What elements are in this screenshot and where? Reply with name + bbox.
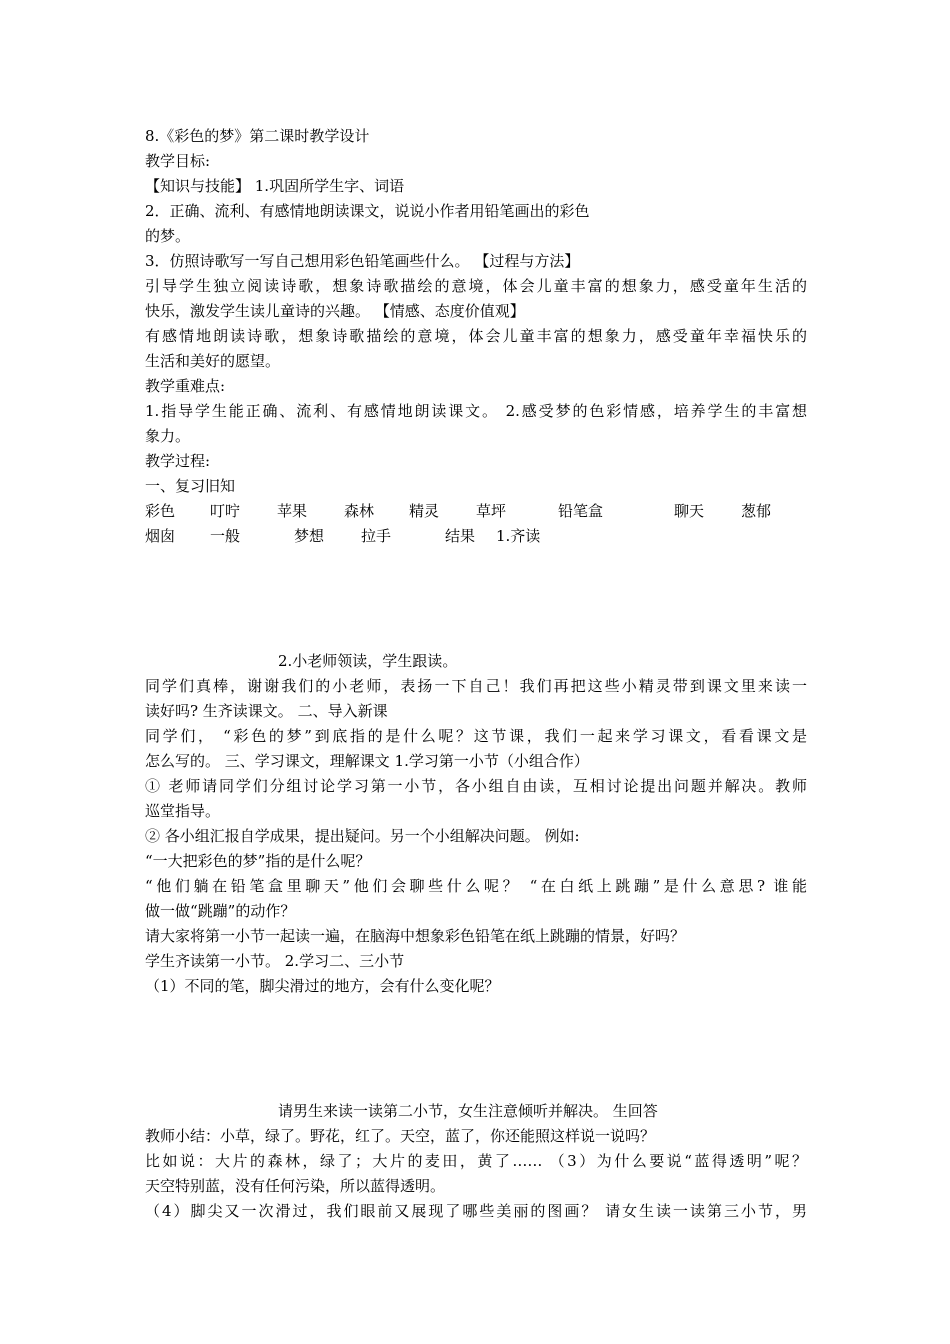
process-line1: 引导学生独立阅读诗歌，想象诗歌描绘的意境，体会儿童丰富的想象力，感受童年生活的	[145, 277, 807, 295]
key-line2: 象力。	[145, 427, 191, 445]
para-line: 请男生来读一读第二小节，女生注意倾听并解决。 生回答	[278, 1102, 658, 1120]
word-item: 一般	[210, 527, 241, 545]
goal-2-line1: 2．正确、流利、有感情地朗读课文，说说小作者用铅笔画出的彩色	[145, 202, 590, 220]
para-line: ② 各小组汇报自学成果，提出疑问。另一个小组解决问题。 例如:	[145, 827, 580, 845]
key-heading: 教学重难点:	[145, 377, 226, 395]
word-item: 铅笔盒	[558, 502, 604, 520]
para-line: 同学们真棒，谢谢我们的小老师，表扬一下自己！我们再把这些小精灵带到课文里来读一	[145, 677, 807, 695]
process-line2: 快乐，激发学生读儿童诗的兴趣。 【情感、态度价值观】	[145, 302, 525, 320]
para-line: （4）脚尖又一次滑过，我们眼前又展现了哪些美丽的图画？ 请女生读一读第三小节，男	[145, 1202, 807, 1220]
para-line: 教师小结：小草，绿了。野花，红了。天空，蓝了，你还能照这样说一说吗？	[145, 1127, 656, 1145]
para-line: 比如说：大片的森林，绿了；大片的麦田，黄了…… （3）为什么要说“蓝得透明”呢？	[145, 1152, 807, 1170]
para-line: “一大把彩色的梦”指的是什么呢？	[145, 852, 371, 870]
word-item: 森林	[344, 502, 375, 520]
read-step-2: 2.小老师领读，学生跟读。	[278, 652, 458, 670]
goals-heading: 教学目标:	[145, 152, 211, 170]
para-line: 天空特别蓝，没有任何污染，所以蓝得透明。	[145, 1177, 446, 1195]
para-line: 请大家将第一小节一起读一遍，在脑海中想象彩色铅笔在纸上跳蹦的情景，好吗？	[145, 927, 686, 945]
para-line: 巡堂指导。	[145, 802, 221, 820]
para-line: “他们躺在铅笔盒里聊天”他们会聊些什么呢？ “在白纸上跳蹦”是什么意思? 谁能	[145, 877, 807, 895]
para-line: 读好吗? 生齐读课文。 二、导入新课	[145, 702, 388, 720]
word-item: 彩色	[145, 502, 176, 520]
word-item: 精灵	[409, 502, 440, 520]
para-line: 同学们， “彩色的梦”到底指的是什么呢？这节课，我们一起来学习课文，看看课文是	[145, 727, 807, 745]
word-item: 聊天	[674, 502, 705, 520]
goal-3: 3．仿照诗歌写一写自己想用彩色铅笔画些什么。 【过程与方法】	[145, 252, 580, 270]
para-line: ① 老师请同学们分组讨论学习第一小节，各小组自由读，互相讨论提出问题并解决。教师	[145, 777, 807, 795]
emotion-line1: 有感情地朗读诗歌，想象诗歌描绘的意境，体会儿童丰富的想象力，感受童年幸福快乐的	[145, 327, 807, 345]
doc-title: 8.《彩色的梦》第二课时教学设计	[145, 127, 370, 145]
word-row-2	[145, 524, 815, 549]
para-line: （1）不同的笔，脚尖滑过的地方，会有什么变化呢？	[145, 977, 500, 995]
key-line1: 1.指导学生能正确、流利、有感情地朗读课文。 2.感受梦的色彩情感，培养学生的丰富想	[145, 402, 807, 420]
word-item: 葱郁	[741, 502, 772, 520]
word-item: 苹果	[277, 502, 308, 520]
word-item: 结果	[445, 527, 476, 545]
word-item: 1.齐读	[496, 527, 541, 545]
word-row-1	[145, 499, 815, 524]
para-line: 学生齐读第一小节。 2.学习二、三小节	[145, 952, 405, 970]
word-item: 梦想	[294, 527, 325, 545]
para-line: 怎么写的。 三、学习课文，理解课文 1.学习第一小节（小组合作）	[145, 752, 589, 770]
word-item: 拉手	[361, 527, 392, 545]
word-item: 叮咛	[210, 502, 241, 520]
review-heading: 一、复习旧知	[145, 477, 236, 495]
word-item: 烟囱	[145, 527, 176, 545]
emotion-line2: 生活和美好的愿望。	[145, 352, 281, 370]
goal-knowledge: 【知识与技能】 1.巩固所学生字、词语	[145, 177, 405, 195]
goal-2-line2: 的梦。	[145, 227, 191, 245]
para-line: 做一做“跳蹦”的动作？	[145, 902, 296, 920]
process-heading: 教学过程:	[145, 452, 211, 470]
word-item: 草坪	[476, 502, 507, 520]
